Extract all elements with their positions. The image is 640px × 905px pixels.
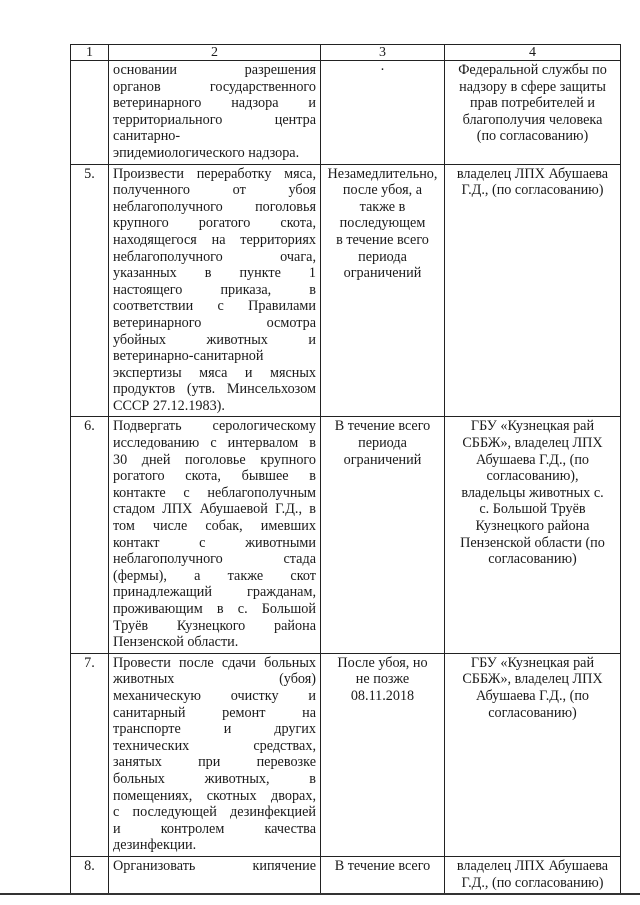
responsible-line: согласованию) [488, 704, 577, 721]
deadline-line: 08.11.2018 [350, 687, 415, 704]
measure-text [109, 856, 321, 893]
row-number [71, 61, 109, 165]
measure-text-line: Организовать кипячение [113, 857, 316, 874]
measure-text-line: находящегося на территориях [113, 231, 316, 248]
row-number: 5. [71, 164, 109, 417]
measure-text-line: больных животных, в [113, 770, 316, 787]
responsible-text [445, 61, 621, 165]
deadline-line: также в [359, 198, 406, 215]
responsible-line: Абушаева Г.Д., (по [475, 687, 590, 704]
measure-text-line: транспорте и других [113, 721, 316, 738]
measure-text-line: СССР 27.12.1983). [113, 397, 225, 414]
measure-text-line: полученного от убоя [113, 182, 316, 199]
measure-text-line: занятых при перевозке [113, 754, 316, 771]
responsible-line: согласованию) [488, 551, 577, 568]
measure-text-line: том числе собак, имевших [113, 518, 316, 535]
responsible-line: с. Большой Труёв [479, 501, 586, 518]
measure-text-line: ветеринарного осмотра [113, 314, 316, 331]
responsible-line: владелец ЛПХ Абушаева [456, 165, 609, 182]
responsible-line: СББЖ», владелец ЛПХ [462, 671, 603, 688]
measure-text-line: принадлежащий гражданам, [113, 584, 316, 601]
measures-table [70, 44, 621, 894]
header-col-4: 4 [445, 45, 621, 61]
responsible-line: (по согласованию) [476, 128, 589, 145]
responsible-line: прав потребителей и [470, 95, 595, 112]
measure-text-line: продуктов (утв. Минсельхозом [113, 381, 316, 398]
deadline-line: в течение всего [336, 231, 429, 248]
measure-text-line: крупного рогатого скота, [113, 215, 316, 232]
deadline-text [321, 61, 445, 165]
responsible-line: Кузнецкого района [475, 518, 590, 535]
table-row [71, 61, 621, 165]
measure-text [109, 61, 321, 165]
row-number: 8. [71, 856, 109, 893]
measure-text-line: Подвергать серологическому [113, 418, 316, 435]
responsible-line: владелец ЛПХ Абушаева [456, 857, 609, 874]
table-row [71, 164, 621, 417]
row-number: 7. [71, 653, 109, 856]
responsible-line: Г.Д., (по согласованию) [461, 874, 604, 891]
deadline-line: не позже [355, 671, 410, 688]
measure-text-line: органов государственного [113, 78, 316, 95]
responsible-text [445, 856, 621, 893]
responsible-text [445, 653, 621, 856]
deadline-line: ограничений [343, 265, 422, 282]
header-col-3: 3 [321, 45, 445, 61]
responsible-line: Федеральной службы по [458, 62, 607, 78]
responsible-text [445, 417, 621, 653]
measure-text-line: основании разрешения [113, 62, 316, 78]
measure-text-line: технических средствах, [113, 737, 316, 754]
deadline-line: периода [358, 248, 407, 265]
deadline-text [321, 417, 445, 653]
measure-text-line: дезинфекции. [113, 837, 197, 854]
measure-text-line: санитарный ремонт на [113, 704, 316, 721]
measure-text-line: животных (убоя) [113, 671, 316, 688]
responsible-line: благополучия человека [462, 111, 603, 128]
measure-text-line: настоящего приказа, в [113, 281, 316, 298]
measure-text-line: неблагополучного стада [113, 551, 316, 568]
measure-text-line: и контролем качества [113, 820, 316, 837]
deadline-line: После убоя, но [337, 654, 428, 671]
measure-text-line: контакт с животными [113, 534, 316, 551]
measure-text-line: механическую очистку и [113, 687, 316, 704]
table-row [71, 417, 621, 653]
responsible-line: Пензенской области (по [460, 534, 605, 551]
responsible-line: согласованию), [486, 468, 579, 485]
measure-text-line: Произвести переработку мяса, [113, 165, 316, 182]
page-bottom-rule [0, 893, 640, 895]
header-col-1: 1 [71, 45, 109, 61]
table-row [71, 856, 621, 893]
responsible-line: СББЖ», владелец ЛПХ [462, 435, 603, 452]
measure-text-line: Провести после сдачи больных [113, 654, 316, 671]
measure-text-line: рогатого скота, бывшее в [113, 468, 316, 485]
measure-text-line: неблагополучного очага, [113, 248, 316, 265]
measure-text-line: проживающим в с. Большой [113, 601, 316, 617]
responsible-line: Г.Д., (по согласованию) [461, 182, 604, 199]
measure-text-line: убойных животных и [113, 331, 316, 348]
measure-text-line: контакте с неблагополучным [113, 484, 316, 501]
responsible-line: надзору в сфере защиты [459, 78, 606, 95]
deadline-text [321, 653, 445, 856]
deadline-line: ограничений [343, 451, 422, 468]
measure-text-line: ветеринарного надзора и [113, 95, 316, 112]
measure-text-line: стадом ЛПХ Абушаевой Г.Д., в [113, 501, 316, 518]
deadline-line: В течение всего [334, 418, 431, 435]
measure-text [109, 417, 321, 653]
row-number: 6. [71, 417, 109, 653]
responsible-line: владельцы животных с. [461, 484, 604, 501]
responsible-line: Абушаева Г.Д., (по [475, 451, 590, 468]
measure-text [109, 653, 321, 856]
measure-text-line: с последующей дезинфекцией [113, 804, 316, 821]
header-col-2: 2 [109, 45, 321, 61]
deadline-line: последующем [339, 215, 426, 232]
measure-text-line: эпидемиологического надзора. [113, 144, 300, 161]
deadline-line: периода [358, 435, 407, 452]
measure-text-line: соответствии с Правилами [113, 298, 316, 315]
deadline-line: Незамедлительно, [327, 165, 438, 182]
measure-text-line: санитарно- [113, 128, 181, 145]
deadline-line: · [380, 62, 385, 78]
measure-text-line: ветеринарно-санитарной [113, 348, 264, 365]
measure-text-line: экспертизы мяса и мясных [113, 364, 316, 381]
measure-text-line: исследованию с интервалом в [113, 435, 316, 452]
table-row [71, 653, 621, 856]
measure-text-line: (фермы), а также скот [113, 567, 316, 584]
measure-text-line: Пензенской области. [113, 634, 239, 651]
measure-text-line: территориального центра [113, 111, 316, 128]
measure-text-line: помещениях, скотных дворах, [113, 787, 316, 804]
deadline-text [321, 856, 445, 893]
measure-text-line: 30 дней поголовье крупного [113, 451, 316, 468]
responsible-line: ГБУ «Кузнецкая рай [470, 654, 595, 671]
deadline-line: В течение всего [334, 857, 431, 874]
measure-text [109, 164, 321, 417]
responsible-line: ГБУ «Кузнецкая рай [470, 418, 595, 435]
measure-text-line: указанных в пункте 1 [113, 265, 316, 282]
measure-text-line: Труёв Кузнецкого района [113, 617, 316, 634]
responsible-text [445, 164, 621, 417]
measure-text-line: неблагополучного поголовья [113, 198, 316, 215]
deadline-line: после убоя, а [342, 182, 423, 199]
deadline-text [321, 164, 445, 417]
table-header-row [71, 45, 621, 61]
